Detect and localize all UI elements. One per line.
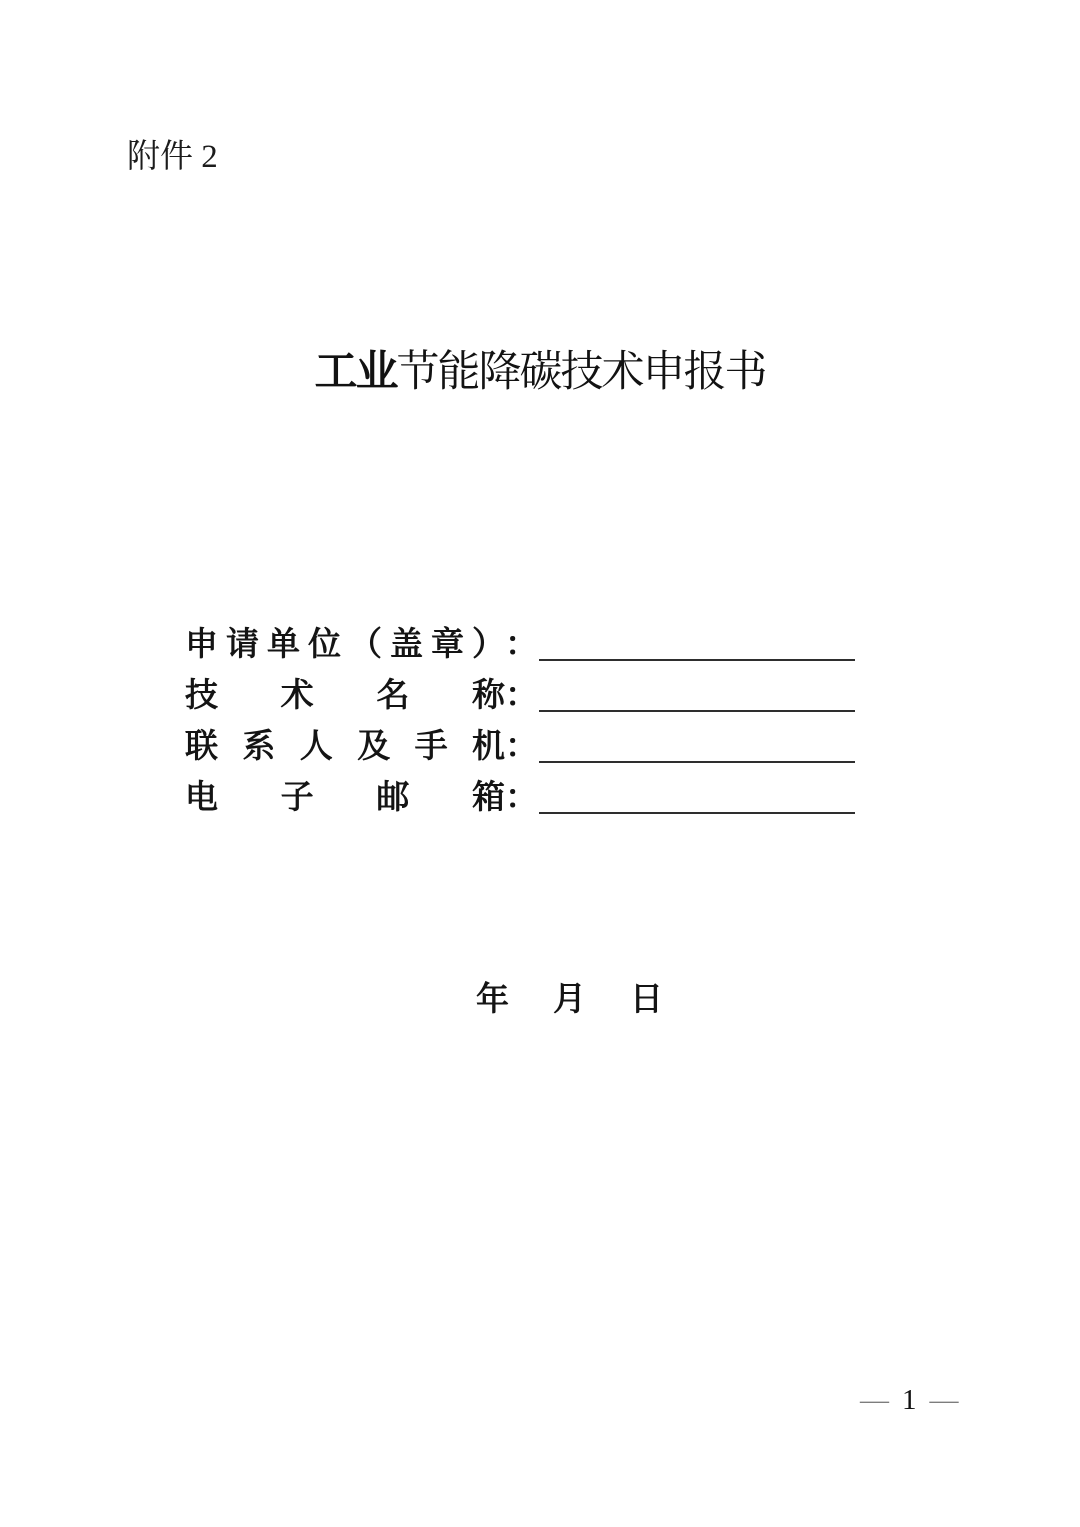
footer-right-dash: —: [929, 1384, 959, 1416]
form-row-applicant-unit: [185, 626, 855, 661]
title-rest: 节能降碳技术申报书: [396, 349, 766, 396]
footer-left-dash: —: [860, 1384, 889, 1416]
document-title: [0, 348, 1080, 398]
attachment-label: 附件 2: [127, 139, 218, 175]
form-row-contact-mobile: [185, 728, 855, 763]
technology-name-blank-line: [539, 677, 855, 712]
page-number: 1: [902, 1384, 917, 1416]
date-day-label: 日: [630, 980, 663, 1017]
application-form: [185, 626, 855, 830]
contact-mobile-blank-line: [539, 728, 855, 763]
form-row-email: [185, 779, 855, 814]
date-month-label: 月: [553, 980, 586, 1017]
date-line: [476, 981, 663, 1016]
contact-mobile-label: 联系人及手机: [185, 727, 505, 764]
title-emphasis: 工业: [314, 349, 397, 396]
applicant-unit-label: 申请单位（盖章）: [185, 625, 505, 662]
email-blank-line: [539, 779, 855, 814]
technology-name-colon: ：: [505, 676, 538, 713]
email-label: 电子邮箱: [185, 778, 505, 815]
technology-name-label: 技术名称: [185, 676, 505, 713]
date-year-label: 年: [476, 980, 509, 1017]
applicant-unit-colon: ：: [505, 625, 538, 662]
form-row-technology-name: [185, 677, 855, 712]
page-footer: [860, 1384, 959, 1416]
applicant-unit-blank-line: [539, 626, 855, 661]
contact-mobile-colon: ：: [505, 727, 538, 764]
email-colon: ：: [505, 778, 538, 815]
